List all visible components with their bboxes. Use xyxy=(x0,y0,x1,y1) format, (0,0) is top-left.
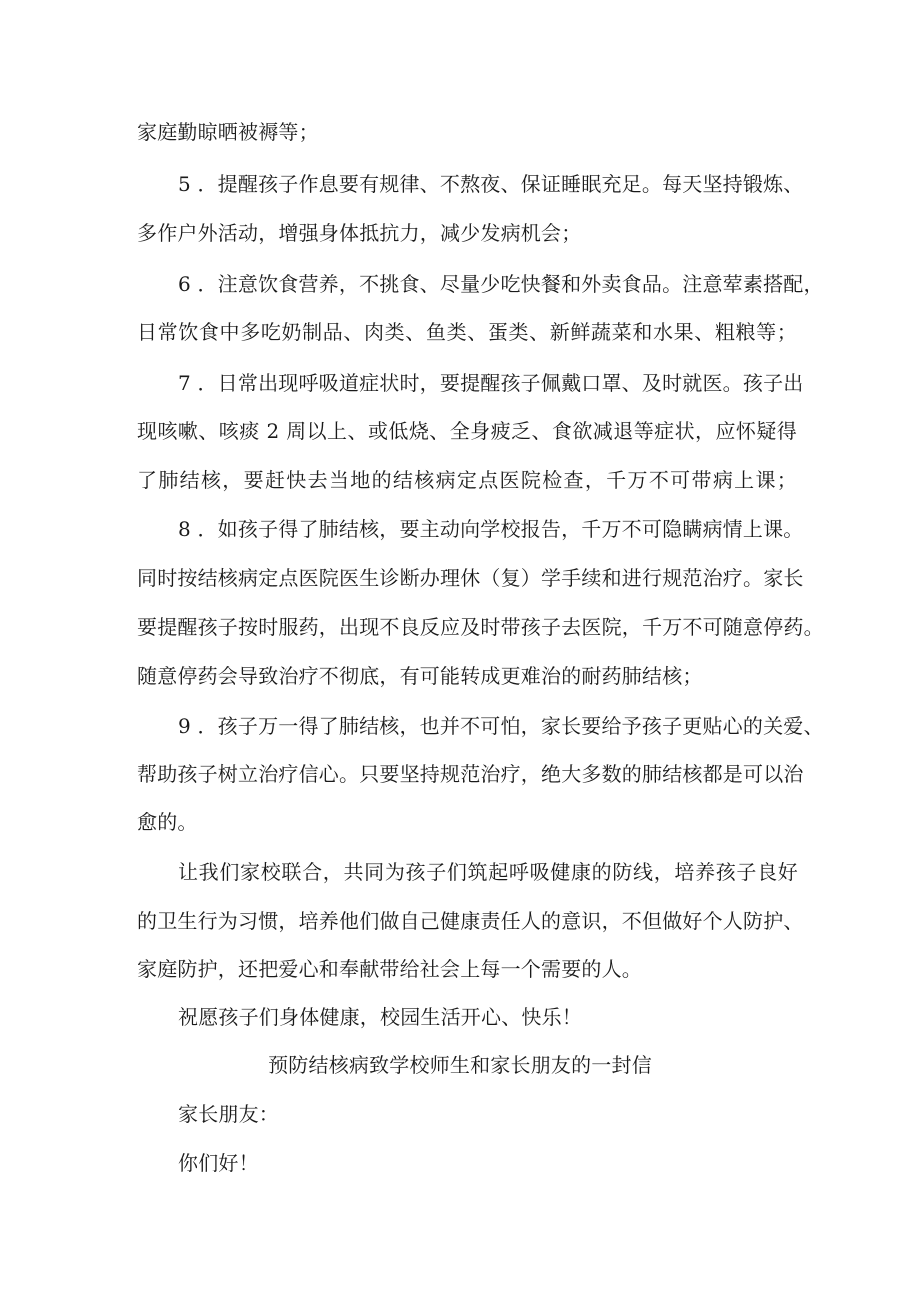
text-line: 9 ．孩子万一得了肺结核，也并不可怕，家长要给予孩子更贴心的关爱、 xyxy=(178,714,824,738)
letter-title: 预防结核病致学校师生和家长朋友的一封信 xyxy=(268,1053,652,1077)
text-line: 6 ．注意饮食营养，不挑食、尽量少吃快餐和外卖食品。注意荤素搭配， xyxy=(178,272,824,296)
text-line: 同时按结核病定点医院医生诊断办理休（复）学手续和进行规范治疗。家长 xyxy=(137,566,804,590)
text-line: 祝愿孩子们身体健康，校园生活开心、快乐！ xyxy=(178,1005,582,1029)
text-line: 帮助孩子树立治疗信心。只要坚持规范治疗，绝大多数的肺结核都是可以治 xyxy=(137,762,804,786)
text-line: 愈的。 xyxy=(137,810,198,834)
text-line: 让我们家校联合，共同为孩子们筑起呼吸健康的防线，培养孩子良好 xyxy=(178,860,798,884)
text-line: 现咳嗽、咳痰 2 周以上、或低烧、全身疲乏、食欲减退等症状，应怀疑得 xyxy=(137,419,797,443)
text-line: 随意停药会导致治疗不彻底，有可能转成更难治的耐药肺结核； xyxy=(137,664,703,688)
text-line: 5 ．提醒孩子作息要有规律、不熬夜、保证睡眠充足。每天坚持锻炼、 xyxy=(178,172,804,196)
text-line: 要提醒孩子按时服药，出现不良反应及时带孩子去医院，千万不可随意停药。 xyxy=(137,615,824,639)
text-line: 多作户外活动，增强身体抵抗力，减少发病机会； xyxy=(137,221,582,245)
text-line: 7 ．日常出现呼吸道症状时，要提醒孩子佩戴口罩、及时就医。孩子出 xyxy=(178,371,804,395)
text-line: 8 ．如孩子得了肺结核，要主动向学校报告，千万不可隐瞒病情上课。 xyxy=(178,517,804,541)
text-line: 家庭防护，还把爱心和奉献带给社会上每一个需要的人。 xyxy=(137,957,642,981)
salutation: 家长朋友： xyxy=(178,1102,279,1126)
text-line: 了肺结核，要赶快去当地的结核病定点医院检查，千万不可带病上课； xyxy=(137,468,797,492)
text-line: 家庭勤晾晒被褥等； xyxy=(137,120,319,144)
text-line: 日常饮食中多吃奶制品、肉类、鱼类、蛋类、新鲜蔬菜和水果、粗粮等； xyxy=(137,320,797,344)
text-line: 的卫生行为习惯，培养他们做自己健康责任人的意识，不但做好个人防护、 xyxy=(137,909,804,933)
greeting: 你们好！ xyxy=(178,1151,259,1175)
